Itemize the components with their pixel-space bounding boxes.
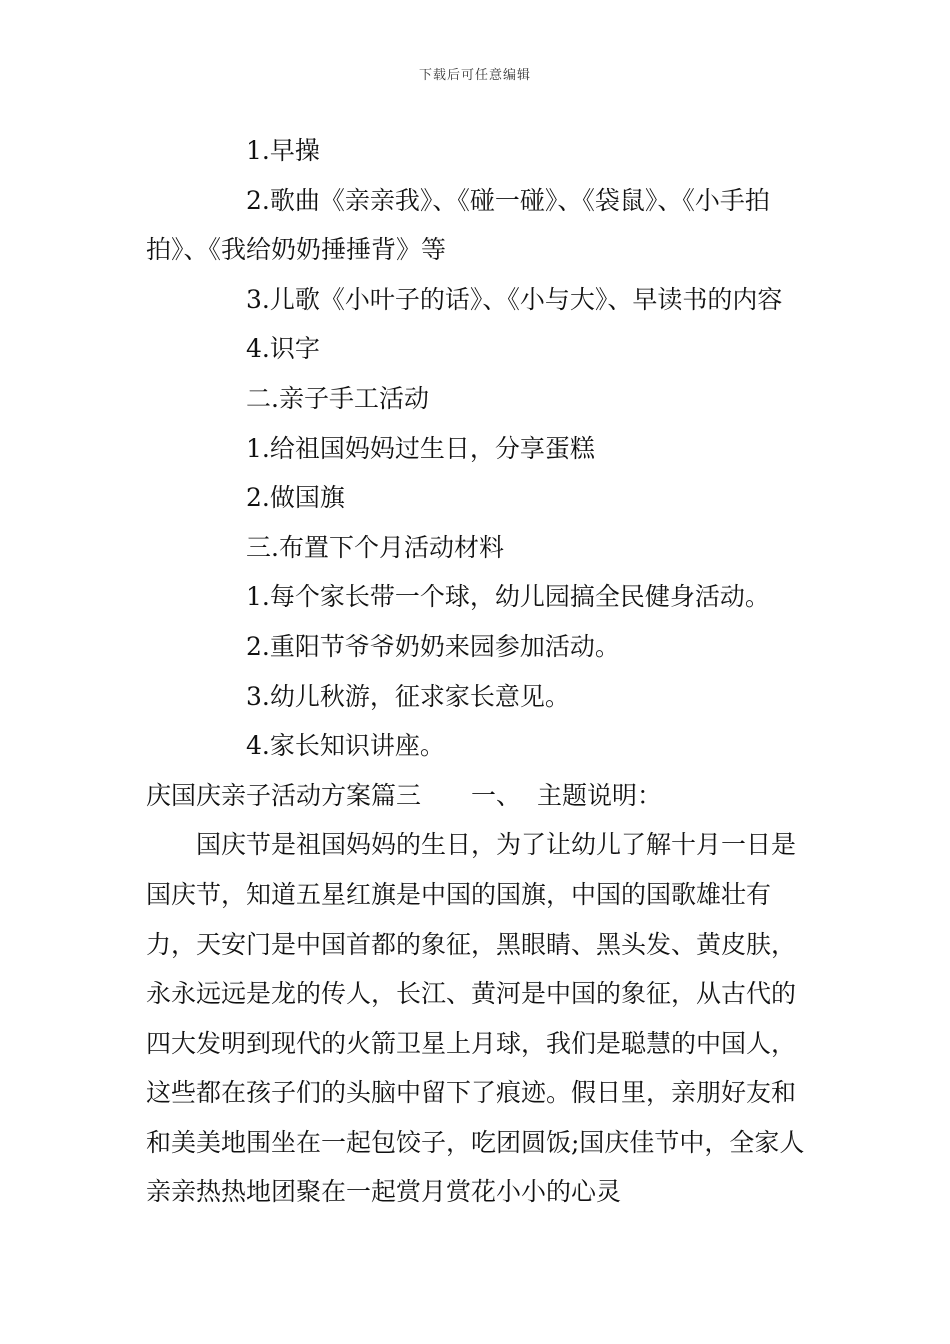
list-number: 2. (246, 631, 270, 661)
list-item (146, 424, 810, 474)
list-item (146, 275, 810, 325)
list-item (146, 672, 810, 722)
list-number: 4. (246, 334, 270, 364)
subsection-number: 一、 (471, 780, 522, 810)
list-number: 4. (246, 731, 270, 761)
list-item (146, 622, 810, 672)
list-text: 给祖国妈妈过生日，分享蛋糕 (269, 433, 595, 463)
section-title (146, 523, 810, 573)
list-text: 儿歌《小叶子的话》、《小与大》、早读书的内容 (269, 284, 783, 314)
list-item (146, 721, 810, 771)
subsection-title: 主题说明： (536, 780, 662, 810)
list-text: 幼儿秋游，征求家长意见。 (269, 681, 570, 711)
list-text: 做国旗 (269, 483, 345, 513)
page-header: 下载后可任意编辑 (418, 68, 531, 83)
list-item (146, 572, 810, 622)
list-item (146, 473, 810, 523)
list-item (146, 176, 810, 275)
list-number: 3. (246, 681, 270, 711)
document-body (146, 126, 810, 1217)
chapter-heading (146, 771, 810, 821)
chapter-title: 庆国庆亲子活动方案篇三 (146, 780, 422, 810)
list-text: 早操 (269, 136, 320, 165)
list-number: 1. (246, 582, 270, 612)
list-text: 识字 (269, 334, 320, 364)
list-text: 家长知识讲座。 (269, 731, 445, 761)
list-number: 3. (246, 284, 270, 314)
list-item (146, 126, 810, 176)
list-number: 1. (246, 433, 270, 463)
list-number: 2. (246, 185, 270, 215)
section-text: 亲子手工活动 (278, 383, 429, 413)
section-number: 二. (246, 383, 279, 413)
section-text: 布置下个月活动材料 (278, 532, 504, 562)
list-item (146, 324, 810, 374)
body-paragraph: 国庆节是祖国妈妈的生日，为了让幼儿了解十月一日是国庆节，知道五星红旗是中国的国旗，中国的国歌雄壮有力，天安门是中国首都的象征，黑眼睛、黑头发、黄皮肤，永永远远是龙的传人，长江、黄河是中国的象征，从古代的四大发明到现代的火箭卫星上月球，我们是聪慧的中国人，这些都在孩子们的头脑中留下了痕迹。假日里，亲朋好友和和美美地围坐在一起包饺子，吃团圆饭;国庆佳节中，全家人亲亲热热地团聚在一起赏月赏花小小的心灵 (146, 830, 805, 1207)
list-text: 每个家长带一个球，幼儿园搞全民健身活动。 (269, 582, 770, 612)
list-number: 2. (246, 483, 270, 513)
list-number: 1. (246, 136, 270, 165)
section-number: 三. (246, 532, 279, 562)
list-text: 歌曲《亲亲我》、《碰一碰》、《袋鼠》、《小手拍拍》、《我给奶奶捶捶背》等 (146, 185, 770, 265)
list-text: 重阳节爷爷奶奶来园参加活动。 (269, 631, 620, 661)
section-title (146, 374, 810, 424)
